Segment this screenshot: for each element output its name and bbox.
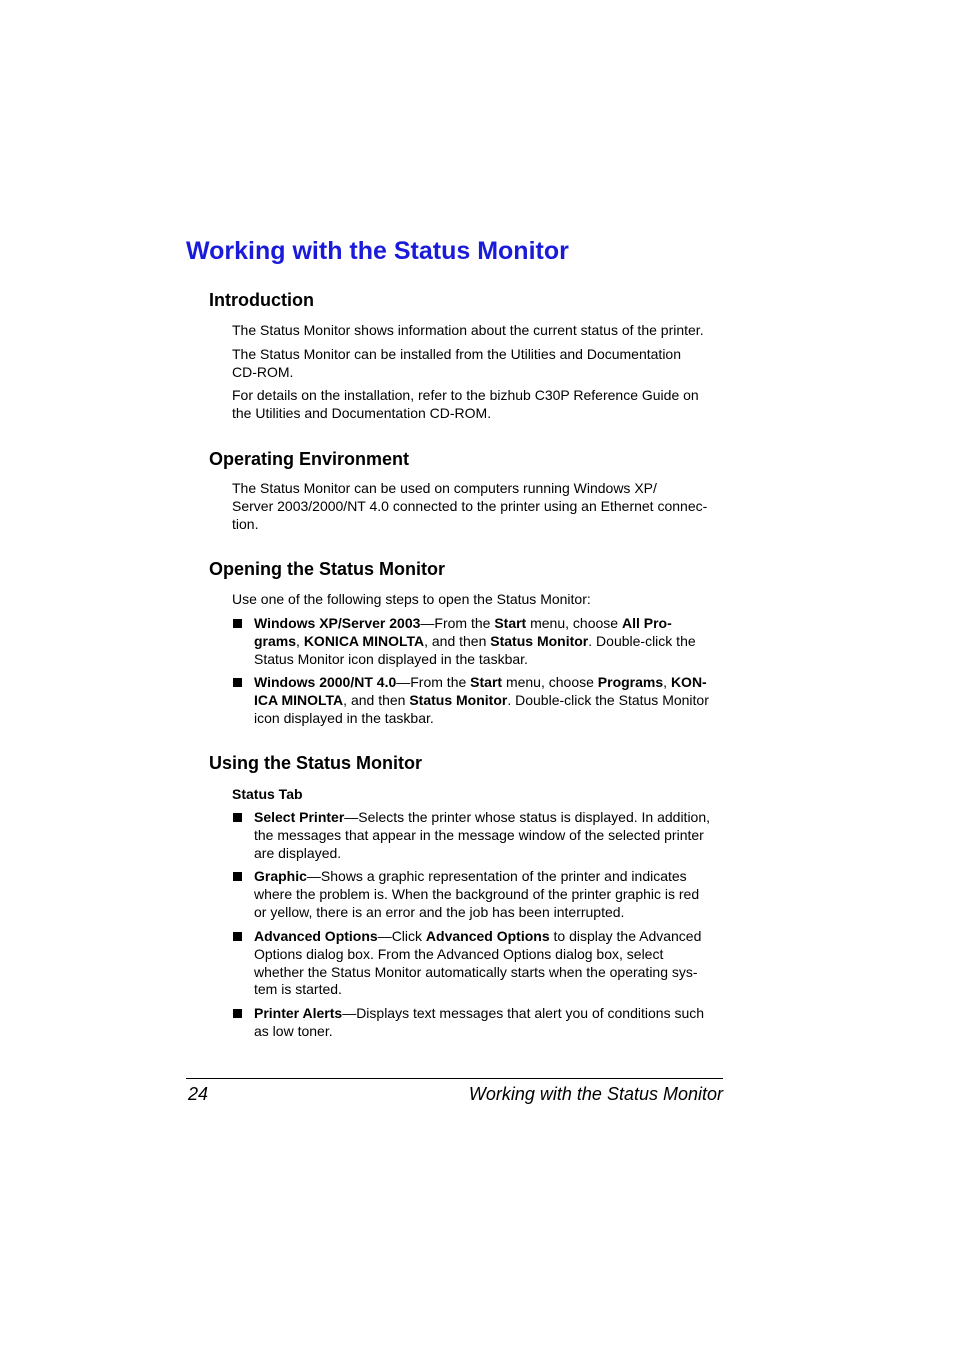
introduction-heading: Introduction bbox=[209, 290, 314, 310]
bold-term: Advanced Options bbox=[425, 928, 550, 944]
text-run: —Displays text messages that alert you of conditions such as low toner. bbox=[254, 1005, 705, 1039]
bullet-text bbox=[254, 868, 732, 921]
text-run: —Click bbox=[377, 928, 426, 944]
bullet-square-icon bbox=[233, 678, 242, 687]
bold-term: Start bbox=[494, 615, 527, 631]
text-run: menu, choose bbox=[526, 615, 622, 631]
bold-term: Printer Alerts bbox=[254, 1005, 343, 1021]
introduction-paragraph: The Status Monitor can be installed from the Utilities and Documentation CD-ROM. bbox=[232, 346, 682, 380]
bold-term: Status Monitor bbox=[409, 691, 508, 708]
bullet-text bbox=[254, 928, 732, 999]
text-run: —From the bbox=[396, 674, 471, 690]
bold-term: All Pro- grams bbox=[254, 615, 672, 649]
text-run: . Double-click the Status Monitor icon displayed in the taskbar. bbox=[254, 632, 696, 667]
bullet-square-icon bbox=[233, 872, 242, 881]
bold-term: Graphic bbox=[254, 868, 307, 884]
bold-term: Select Printer bbox=[254, 809, 345, 825]
text-run: to display the Advanced Options dialog box. From the Advanced Options dialog box, select whether the Status Monitor automatically starts when the operating sys- tem is started. bbox=[254, 928, 702, 998]
text-run: menu, choose bbox=[502, 674, 598, 690]
bold-term: KON- ICA MINOLTA bbox=[254, 674, 707, 708]
bullet-square-icon bbox=[233, 619, 242, 628]
footer-divider bbox=[186, 1078, 723, 1079]
introduction-paragraph: The Status Monitor shows information about the current status of the printer. bbox=[232, 322, 704, 338]
page-title: Working with the Status Monitor bbox=[186, 237, 569, 265]
text-run: , bbox=[663, 674, 671, 690]
bold-term: Status Monitor bbox=[490, 632, 589, 649]
bold-term: Windows 2000/NT 4.0 bbox=[254, 674, 397, 690]
using-status-monitor-heading: Using the Status Monitor bbox=[209, 753, 422, 773]
bullet-text bbox=[254, 615, 732, 668]
opening-status-monitor-heading: Opening the Status Monitor bbox=[209, 559, 445, 579]
text-run: —Selects the printer whose status is displayed. In addition, the messages that appear in the message window of the selected printer are displayed. bbox=[254, 809, 711, 861]
bold-term: Advanced Options bbox=[254, 928, 378, 944]
bullet-text bbox=[254, 809, 732, 862]
text-run: —From the bbox=[420, 615, 495, 631]
bold-term: Start bbox=[470, 674, 503, 690]
bullet-square-icon bbox=[233, 813, 242, 822]
bold-term: KONICA MINOLTA bbox=[303, 632, 425, 649]
bold-term: Windows XP/Server 2003 bbox=[254, 615, 421, 631]
bullet-text bbox=[254, 674, 732, 727]
status-tab-subheading: Status Tab bbox=[232, 786, 303, 802]
operating-environment-paragraph: The Status Monitor can be used on computers running Windows XP/ Server 2003/2000/NT 4.0 connected to the printer using an Ethernet connec- tion. bbox=[232, 480, 708, 532]
operating-environment-heading: Operating Environment bbox=[209, 449, 410, 469]
text-run: , and then bbox=[343, 691, 410, 708]
text-run: . Double-click the Status Monitor icon displayed in the taskbar. bbox=[254, 691, 709, 726]
bold-term: Programs bbox=[597, 674, 664, 690]
bullet-square-icon bbox=[233, 932, 242, 941]
bullet-square-icon bbox=[233, 1009, 242, 1018]
page-number: 24 bbox=[188, 1084, 209, 1104]
text-run: —Shows a graphic representation of the printer and indicates where the problem is. When the background of the printer graphic is red or yellow, there is an error and the job has been interrupted. bbox=[254, 868, 700, 920]
running-footer-title: Working with the Status Monitor bbox=[468, 1084, 723, 1104]
introduction-paragraph: For details on the installation, refer to the bizhub C30P Reference Guide on the Utilities and Documentation CD-ROM. bbox=[232, 387, 699, 421]
text-run: , and then bbox=[424, 632, 491, 649]
opening-intro-paragraph: Use one of the following steps to open the Status Monitor: bbox=[232, 591, 591, 607]
bullet-text bbox=[254, 1005, 732, 1041]
text-run: , bbox=[296, 632, 304, 649]
